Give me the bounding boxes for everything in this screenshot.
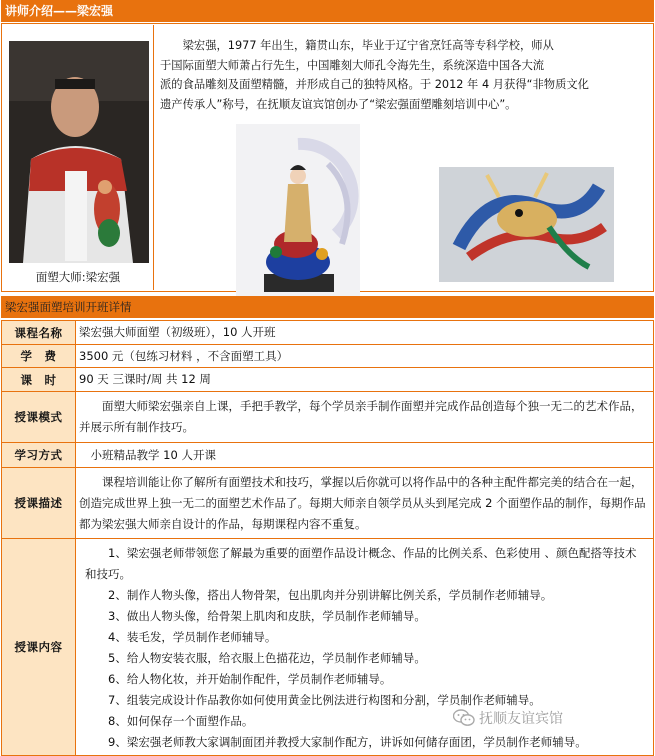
portrait-photo [9,41,149,263]
row-label: 授课模式 [2,392,76,443]
table-row [2,468,654,539]
table-row [2,345,654,368]
list-item: 5、给人物安装衣服，给衣服上色描花边，学员制作老师辅导。 [85,651,426,665]
intro-header: 讲师介绍——梁宏强 [1,0,654,22]
portrait-caption: 面塑大师:梁宏强 [35,270,121,284]
row-label: 课程名称 [2,321,76,345]
list-item: 2、制作人物头像，搭出人物骨架，包出肌肉并分别讲解比例关系，学员制作老师辅导。 [85,588,553,602]
bio-text [160,36,640,114]
row-label: 授课内容 [2,539,76,756]
bio-line: 遗产传承人”称号，在抚顺友谊宾馆创办了“梁宏强面塑雕刻培训中心”。 [160,97,517,111]
table-row [2,321,654,345]
row-text: 课程培训能让你了解所有面塑技术和技巧，掌握以后你就可以将作品中的各种主配件都完美的结合在一起，创造完成世界上独一无二的面塑艺术作品了。每期大师亲自领学员从头到尾完成 2 个面塑作品的制作，每期作品都为梁宏强大师亲自设计的作品，每期课程内容不重复。 [79,474,646,531]
list-item: 9、梁宏强老师教大家调制面团并教授大家制作配方，讲诉如何储存面团，学员制作老师辅导。 [85,735,587,749]
row-value: 小班精品教学 10 人开课 [76,443,654,468]
bio-line: 梁宏强，1977 年出生，籍贯山东，毕业于辽宁省烹饪高等专科学校，师从 [160,39,554,52]
list-item: 1、梁宏强老师带领您了解最为重要的面塑作品设计概念、作品的比例关系、色彩使用 、颜色配搭等技术和技巧。 [85,546,637,581]
table-row [2,368,654,392]
row-value [76,468,654,539]
watermark: 抚顺友谊宾馆 [479,711,563,727]
table-row [2,443,654,468]
bio-line: 派的食品雕刻及面塑精髓，并形成自己的独特风格。于 2012 年 4 月获得“非物质文化 [160,78,589,92]
details-table [1,320,654,756]
content-list [79,539,650,755]
details-header: 梁宏强面塑培训开班详情 [1,296,654,318]
table-row [2,392,654,443]
content-cell [76,539,654,756]
page [1,0,654,753]
bio-line: 于国际面塑大师萧占行先生，中国雕刻大师孔令海先生，系统深造中国各大流 [160,58,545,72]
row-value [76,392,654,443]
row-value: 梁宏强大师面塑（初级班），10 人开班 [76,321,654,345]
list-item: 7、组装完成设计作品教你如何使用黄金比例法进行构图和分割，学员制作老师辅导。 [85,693,541,707]
row-value: 90 天 三课时/周 共 12 周 [76,368,654,392]
row-label: 课 时 [2,368,76,392]
portrait-cell [3,25,154,290]
list-item: 4、装毛发，学员制作老师辅导。 [85,630,277,644]
row-label: 学习方式 [2,443,76,468]
intro-panel [1,23,654,292]
row-value: 3500 元（包练习材料 ，不含面塑工具） [76,345,654,368]
figurine-photo [236,124,360,300]
list-item: 3、做出人物头像，给骨架上肌肉和皮肤，学员制作老师辅导。 [85,609,426,623]
wechat-icon [453,709,475,727]
row-label: 授课描述 [2,468,76,539]
row-label: 学 费 [2,345,76,368]
list-item: 8、如何保存一个面塑作品。 [85,714,254,728]
row-text: 面塑大师梁宏强亲自上课，手把手教学，每个学员亲手制作面塑并完成作品创造每个独一无二的艺术作品，并展示所有制作技巧。 [79,399,643,434]
dragon-photo [439,167,614,282]
list-item: 6、给人物化妆，并开始制作配件，学员制作老师辅导。 [85,672,392,686]
